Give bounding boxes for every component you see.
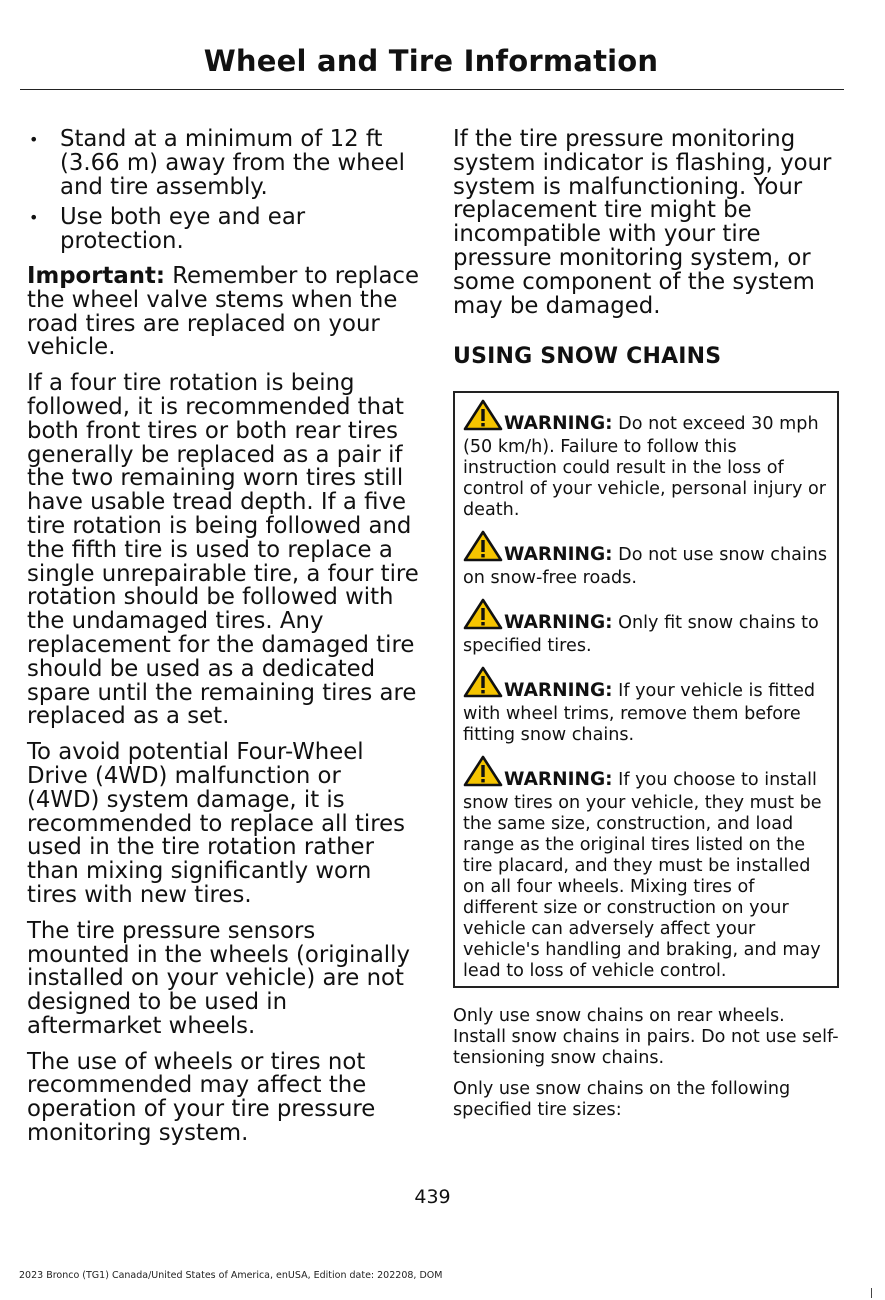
warning-item bbox=[463, 598, 831, 657]
bullet-dot-icon: • bbox=[29, 208, 39, 228]
page-number: 439 bbox=[414, 1186, 451, 1208]
paragraph-tpms-flashing: If the tire pressure monitoring system indicator is flashing, your system is malfunctioning. Your replacement tire might be incompatible with your tire pressure monitoring system, or some component of the system may be damaged. bbox=[453, 126, 832, 319]
warning-triangle-icon bbox=[463, 666, 503, 704]
bullet-dot-icon: • bbox=[29, 130, 39, 149]
section-heading-snow-chains: USING SNOW CHAINS bbox=[453, 344, 722, 370]
paragraph-4wd: To avoid potential Four-Wheel Drive (4WD) malfunction or (4WD) system damage, it is recommended to replace all tires used in the tire rotation rather than mixing significantly worn tires with new tires. bbox=[27, 739, 406, 908]
paragraph-rear-wheels: Only use snow chains on rear wheels. Install snow chains in pairs. Do not use self-tensioning snow chains. bbox=[453, 1006, 839, 1069]
warning-label: WARNING: bbox=[504, 612, 613, 634]
bullet-text: Use both eye and ear protection. bbox=[60, 204, 306, 255]
warning-item bbox=[463, 530, 831, 589]
warning-text: If you choose to install snow tires on your vehicle, they must be the same size, construction, and load range as the original tires listed on the tire placard, and they must be installed on all four wheels. Mixing tires of different size or construction on your vehicle can adversely affect your vehicle's handling and braking, and may lead to loss of vehicle control. bbox=[463, 770, 822, 982]
warning-text: If your vehicle is fitted with wheel trims, remove them before fitting snow chains. bbox=[463, 681, 816, 746]
warning-triangle-icon bbox=[463, 598, 503, 636]
list-item bbox=[27, 128, 419, 199]
warning-triangle-icon bbox=[463, 530, 503, 568]
paragraph-tire-sizes: Only use snow chains on the following specified tire sizes: bbox=[453, 1079, 791, 1121]
warning-label: WARNING: bbox=[504, 680, 613, 702]
warning-text: Only fit snow chains to specified tires. bbox=[463, 613, 819, 657]
important-label: Important: bbox=[27, 262, 165, 289]
title-divider bbox=[20, 89, 844, 90]
warning-text: Do not exceed 30 mph (50 km/h). Failure to follow this instruction could result in the loss of control of your vehicle, personal injury or death. bbox=[463, 414, 827, 521]
paragraph-pressure-sensors: The tire pressure sensors mounted in the wheels (originally installed on your vehicle) are not designed to be used in aftermarket wheels. bbox=[27, 917, 410, 1039]
warning-item bbox=[463, 399, 831, 521]
important-text: Remember to replace the wheel valve stems when the road tires are replaced on your vehicle. bbox=[27, 262, 419, 361]
bullet-text: Stand at a minimum of 12 ft (3.66 m) away from the wheel and tire assembly. bbox=[60, 126, 406, 200]
warning-box bbox=[453, 391, 839, 988]
bullet-list bbox=[27, 128, 419, 254]
warning-label: WARNING: bbox=[504, 769, 613, 791]
list-item bbox=[27, 206, 419, 254]
warning-label: WARNING: bbox=[504, 544, 613, 566]
margin-mark bbox=[871, 1288, 872, 1298]
warning-item bbox=[463, 755, 831, 982]
warning-item bbox=[463, 666, 831, 746]
paragraph-tire-rotation: If a four tire rotation is being followed, it is recommended that both front tires or both rear tires generally be replaced as a pair if the two remaining worn tires still have usable tread depth. If a five tire rotation is being followed and the fifth tire is used to replace a single unrepairable tire, a four tire rotation should be followed with the undamaged tires. Any replacement for the damaged tire should be used as a dedicated spare until the remaining tires are replaced as a set. bbox=[27, 370, 419, 730]
warning-triangle-icon bbox=[463, 399, 503, 437]
footer-edition-info: 2023 Bronco (TG1) Canada/United States of America, enUSA, Edition date: 202208, DOM bbox=[19, 1270, 443, 1281]
warning-triangle-icon bbox=[463, 755, 503, 793]
warning-text: Do not use snow chains on snow-free roads. bbox=[463, 545, 828, 589]
page-title: Wheel and Tire Information bbox=[203, 44, 659, 78]
paragraph-tpms-effect: The use of wheels or tires not recommended may affect the operation of your tire pressure monitoring system. bbox=[27, 1048, 376, 1147]
left-column bbox=[27, 128, 419, 1158]
right-column bbox=[453, 128, 839, 1131]
important-note bbox=[27, 262, 419, 361]
warning-label: WARNING: bbox=[504, 413, 613, 435]
